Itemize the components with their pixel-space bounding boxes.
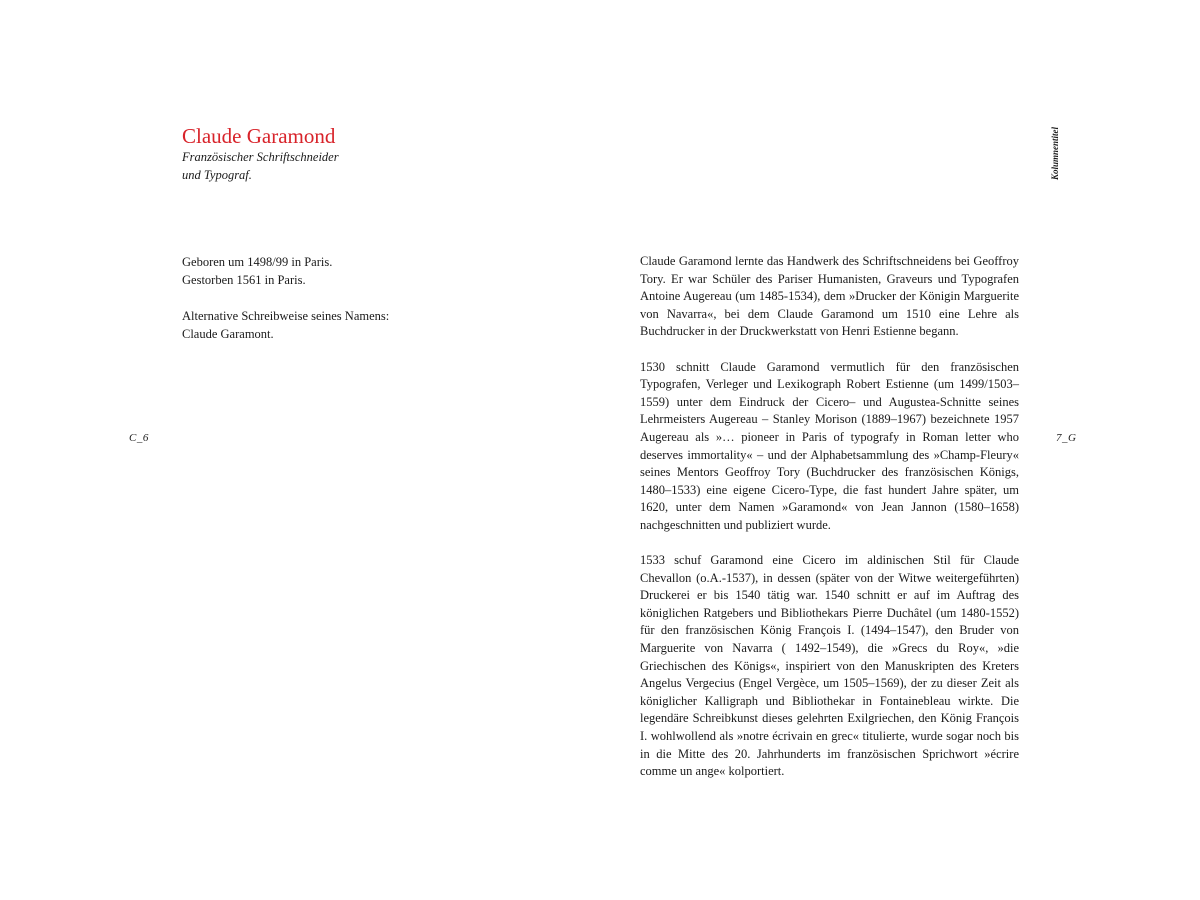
body-paragraph: 1530 schnitt Claude Garamond vermutlich für den französischen Typografen, Verleger und Lexikograph Robert Estienne (um 1499/1503–1559) unter dem Eindruck der Cicero– und Augustea-Schnitte seines Lehrmeisters Augereau – Stanley Morison (1889–1967) bezeichnete 1957 Augereau als »… pioneer in Paris of typografy in Roman letter who deserves immortality« – und der Alphabetsammlung des »Champ-Fleury« seines Mentors Geoffroy Tory (Buchdrucker des französischen Königs, 1480–1533) eine eigene Cicero-Type, die fast hundert Jahre später, um 1620, unter dem Namen »Garamond« von Jean Jannon (1580–1658) nachgeschnitten und publiziert wurde. <box>640 359 1019 532</box>
page-number-left: C_6 <box>129 432 149 444</box>
body-paragraph: 1533 schuf Garamond eine Cicero im aldinischen Stil für Claude Chevallon (o.A.-1537), in dessen (später von der Witwe weitergeführten) Druckerei er bis 1540 tätig war. 1540 schnitt er auf im Auftrag des königlichen Ratgebers und Bibliothekars Pierre Duchâtel (um 1480-1552) für den französischen König François I. (1494–1547), den Bruder von Marguerite von Navarra ( 1492–1549), die »Grecs du Roy«, »die Griechischen des Königs«, inspiriert von den Manuskripten des Kreters Angelus Vergecius (Engel Vergèce, um 1505–1569), der zu dieser Zeit als königlicher Kalligraph und Bibliothekar in Fontainebleau wirkte. Die legendäre Schreibkunst dieses gelehrten Exilgriechen, den König François I. wohlwollend als »notre écrivain en grec« titulierte, wurde sogar noch bis in die Mitte des 20. Jahrhunderts im französischen Sprichwort »écrire comme un ange« kolportiert. <box>640 553 1019 779</box>
subtitle-line-2: und Typograf. <box>182 168 252 182</box>
subtitle-line-1: Französischer Schriftschneider <box>182 150 339 164</box>
running-head-label: Kolumnentitel <box>1050 126 1060 180</box>
page-title: Claude Garamond <box>182 124 336 148</box>
death-info: Gestorben 1561 in Paris. <box>182 273 306 287</box>
alt-name: Claude Garamont. <box>182 327 274 341</box>
biography-facts <box>182 253 442 343</box>
body-text <box>640 253 1019 798</box>
alt-name-heading: Alternative Schreibweise seines Namens: <box>182 309 390 323</box>
birth-info: Geboren um 1498/99 in Paris. <box>182 255 333 269</box>
page-number-right: 7_G <box>1056 432 1077 444</box>
body-paragraph: Claude Garamond lernte das Handwerk des Schriftschneidens bei Geoffroy Tory. Er war Schüler des Pariser Humanisten, Graveurs und Typografen Antoine Augereau (um 1485-1534), dem »Drucker der Königin Marguerite von Navarra«, bei dem Claude Garamond um 1510 eine Lehre als Buchdrucker in der Druckwerkstatt von Henri Estienne begann. <box>640 254 1019 339</box>
page-subtitle <box>182 148 442 184</box>
